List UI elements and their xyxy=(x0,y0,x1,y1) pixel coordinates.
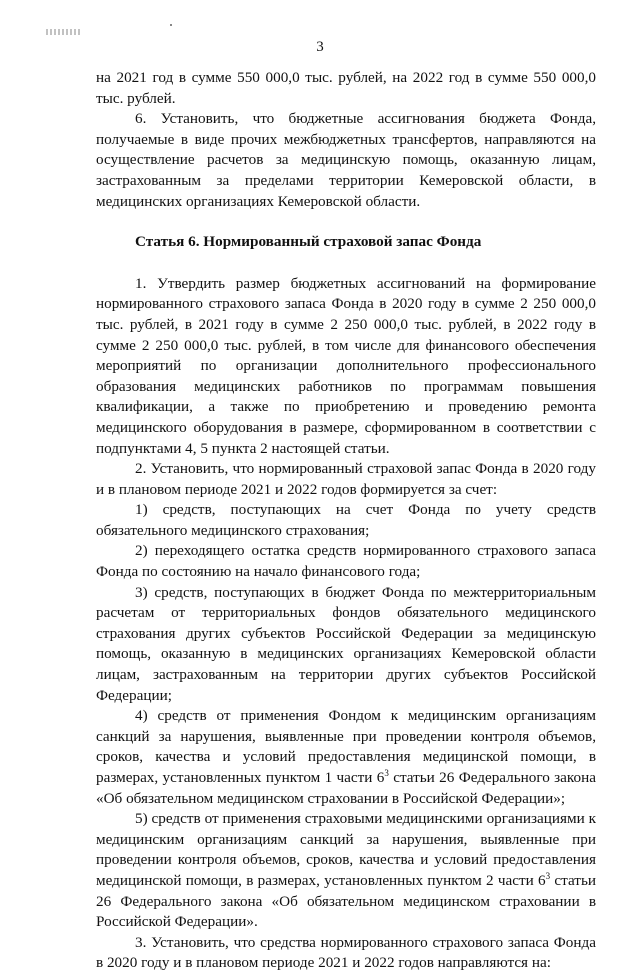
document-body xyxy=(96,68,596,974)
scan-artifact xyxy=(46,29,82,35)
scan-artifact-dot xyxy=(170,24,172,26)
subitem-2: 2) переходящего остатка средств нормированного страхового запаса Фонда по состоянию на начало финансового года; xyxy=(96,542,596,581)
subitem-5-text-end: статьи 26 Федерального закона «Об обязательном медицинском страховании в Российской Федерации». xyxy=(96,871,596,931)
paragraph-item-3: 3. Установить, что средства нормированного страхового запаса Фонда в 2020 году и в плановом периоде 2021 и 2022 годов направляются на: xyxy=(96,933,596,972)
paragraph-continuation: на 2021 год в сумме 550 000,0 тыс. рублей, на 2022 год в сумме 550 000,0 тыс. рублей. xyxy=(96,69,596,107)
subitem-5-text: 5) средств от применения страховыми медицинскими организациями к медицинским организациям санкций за нарушения, выявленные при проведении контроля объемов, сроков, качества и условий предоставления медицинской помощи, в размерах, установленных пунктом 2 части 6 xyxy=(96,810,596,889)
subitem-1: 1) средств, поступающих на счет Фонда по учету средств обязательного медицинского страхования; xyxy=(96,501,596,539)
subitem-4-text: 4) средств от применения Фондом к медицинским организациям санкций за нарушения, выявленные при проведении контроля объемов, сроков, качества и условий предоставления медицинской помощи, в размерах, установленных пунктом 1 части 6 xyxy=(96,707,596,786)
paragraph-item-1: 1. Утвердить размер бюджетных ассигнований на формирование нормированного страхового запаса Фонда в 2020 году в сумме 2 250 000,0 тыс. рублей, в 2021 году в сумме 2 250 000,0 тыс. рублей, в 2022 году в сумме 2 250 000,0 тыс. рублей, в том числе для финансового обеспечения мероприятий по организации дополнительного профессионального образования медицинских работников по программам повышения квалификации, а также по приобретению и проведению ремонта медицинского оборудования в размере, сформированном в соответствии с подпунктами 4, 5 пункта 2 настоящей статьи. xyxy=(96,274,596,457)
superscript: 3 xyxy=(545,870,551,881)
subitem-4-text-end: статьи 26 Федерального закона «Об обязательном медицинском страховании в Российской Федерации»; xyxy=(96,769,596,807)
superscript: 3 xyxy=(384,768,389,778)
subitem-4 xyxy=(96,706,596,809)
article-heading: Статья 6. Нормированный страховой запас Фонда xyxy=(135,233,482,251)
paragraph-item-2: 2. Установить, что нормированный страховой запас Фонда в 2020 году и в плановом периоде 2021 и 2022 годов формируется за счет: xyxy=(96,460,596,498)
subitem-3: 3) средств, поступающих в бюджет Фонда по межтерриториальным расчетам от территориальных фондов обязательного медицинского страхования других субъектов Российской Федерации за медицинскую помощь, оказанную в медицинских организациях Кемеровской области лицам, застрахованным на территории других субъектов Российской Федерации; xyxy=(96,583,596,704)
page-number: 3 xyxy=(316,39,324,55)
paragraph-item-6: 6. Установить, что бюджетные ассигнования бюджета Фонда, получаемые в виде прочих межбюджетных трансфертов, направляются на осуществление расчетов за медицинскую помощь, оказанную лицам, застрахованным за пределами территории Кемеровской области, в медицинских организациях Кемеровской области. xyxy=(96,110,596,210)
subitem-5 xyxy=(96,809,596,933)
